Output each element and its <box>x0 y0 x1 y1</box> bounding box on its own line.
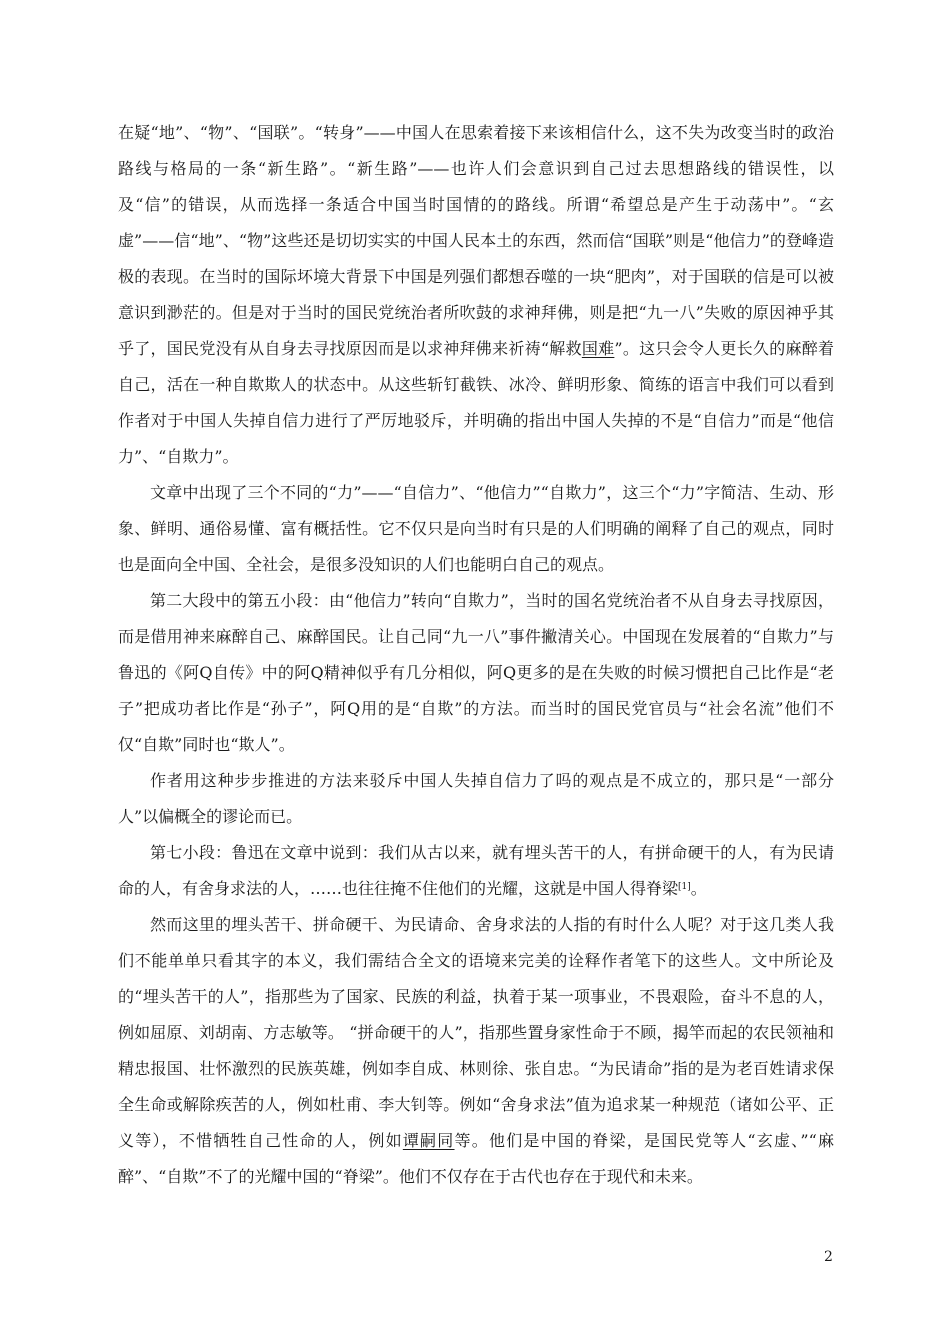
paragraph <box>118 115 834 475</box>
paragraph-text: 文章中出现了三个不同的“力”——“自信力”、“他信力”“自欺力”，这三个“力”字简洁、生动、形象、鲜明、通俗易懂、富有概括性。它不仅只是向当时有只是的人们明确的阐释了自己的观点，同时也是面向全中国、全社会，是很多没知识的人们也能明白自己的观点。 <box>118 483 834 574</box>
paragraph <box>118 583 834 763</box>
paragraph-text: 作者用这种步步推进的方法来驳斥中国人失掉自信力了吗的观点是不成立的，那只是“一部分人”以偏概全的谬论而已。 <box>118 771 834 826</box>
paragraph-text: 。 <box>690 879 707 898</box>
page-number: 2 <box>824 1249 833 1265</box>
paragraph <box>118 835 834 907</box>
paragraph <box>118 763 834 835</box>
paragraph-text: 然而这里的埋头苦干、拼命硬干、为民请命、舍身求法的人指的有时什么人呢？对于这几类人我们不能单单只看其字的本义，我们需结合全文的语境来完美的诠释作者笔下的这些人。文中所论及的“埋头苦干的人”，指那些为了国家、民族的利益，执着于某一项事业，不畏艰险，奋斗不息的人，例如屈原、刘胡南、方志敏等。 “拼命硬干的人”，指那些置身家性命于不顾，揭竿而起的农民领袖和精忠报国、壮怀激烈的民族英雄，例如李自成、林则徐、张自忠。“为民请命”指的是为老百姓请求保全生命或解除疾苦的人，例如杜甫、李大钊等。例如“舍身求法”值为追求某一种规范（诸如公平、正义等），不惜牺牲自己性命的人，例如 <box>118 915 834 1150</box>
paragraph <box>118 475 834 583</box>
paragraph-text: 等。他们是中国的脊梁，是国民党等人“玄虚、”“麻醉”、“自欺”不了的光耀中国的“脊梁”。他们不仅存在于古代也存在于现代和未来。 <box>118 1131 834 1186</box>
underlined-term: 谭嗣同 <box>402 1131 455 1150</box>
footnote-reference: [1] <box>678 882 691 892</box>
paragraph-text: 第七小段：鲁迅在文章中说到：我们从古以来，就有埋头苦干的人，有拼命硬干的人，有为民请命的人，有舍身求法的人，……也往往掩不住他们的光耀，这就是中国人得脊梁 <box>118 843 834 898</box>
paragraph-text: ”。这只会令人更长久的麻醉着自己，活在一种自欺欺人的状态中。从这些斩钉截铁、冰冷、鲜明形象、简练的语言中我们可以看到作者对于中国人失掉自信力进行了严厉地驳斥，并明确的指出中国人失掉的不是“自信力”而是“他信力”、“自欺力”。 <box>118 339 834 466</box>
underlined-term: 国难 <box>581 339 615 358</box>
paragraph-text: 第二大段中的第五小段：由“他信力”转向“自欺力”，当时的国名党统治者不从自身去寻找原因，而是借用神来麻醉自己、麻醉国民。让自己同“九一八”事件撇清关心。中国现在发展着的“自欺力”与鲁迅的《阿Q自传》中的阿Q精神似乎有几分相似，阿Q更多的是在失败的时候习惯把自己比作是“老子”把成功者比作是“孙子”，阿Q用的是“自欺”的方法。而当时的国民党官员与“社会名流”他们不仅“自欺”同时也“欺人”。 <box>118 591 834 754</box>
document-body <box>118 115 834 1195</box>
paragraph <box>118 907 834 1195</box>
paragraph-text: 在疑“地”、“物”、“国联”。“转身”——中国人在思索着接下来该相信什么，这不失为改变当时的政治路线与格局的一条“新生路”。“新生路”——也许人们会意识到自己过去思想路线的错误性，以及“信”的错误，从而选择一条适合中国当时国情的的路线。所谓“希望总是产生于动荡中”。“玄虚”——信“地”、“物”这些还是切切实实的中国人民本土的东西，然而信“国联”则是“他信力”的登峰造极的表现。在当时的国际坏境大背景下中国是列强们都想吞噬的一块“肥肉”，对于国联的信是可以被意识到渺茫的。但是对于当时的国民党统治者所吹鼓的求神拜佛，则是把“九一八”失败的原因神乎其乎了，国民党没有从自身去寻找原因而是以求神拜佛来祈祷“解救 <box>118 123 834 358</box>
